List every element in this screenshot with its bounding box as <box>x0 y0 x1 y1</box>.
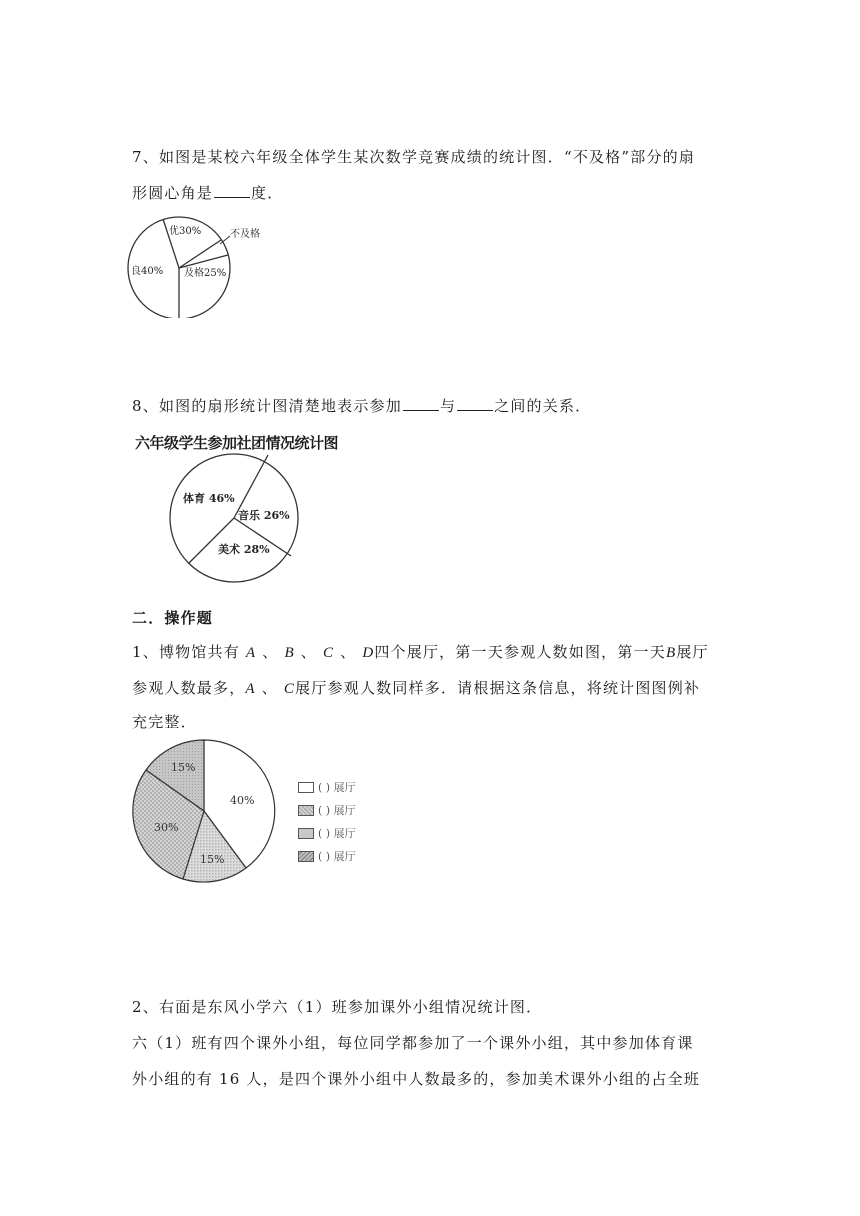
legend-swatch-hatch <box>298 851 314 862</box>
club-pie-divider <box>189 518 234 563</box>
q8-blank-2 <box>457 396 493 411</box>
q8-line1 <box>132 395 591 416</box>
var-B: B <box>665 645 677 661</box>
grade-label-pass: 及格25% <box>184 268 227 279</box>
q7-blank <box>214 183 250 198</box>
grade-pie-divider <box>179 240 221 268</box>
section2-title: 二．操作题 <box>132 609 214 627</box>
q7-line1: 7、如图是某校六年级全体学生某次数学竞赛成绩的统计图．“不及格”部分的扇 <box>132 148 696 166</box>
sep: 、 <box>340 643 357 661</box>
grade-pie-chart <box>126 212 286 318</box>
grade-label-fail: 不及格 <box>230 229 260 240</box>
club-label-art: 美术 28% <box>218 543 270 556</box>
legend-item <box>298 848 356 864</box>
q8-blank-1 <box>403 396 439 411</box>
var-A: A <box>245 681 256 697</box>
hall-label-15-bottom: 15% <box>200 853 225 866</box>
legend-swatch-grid <box>298 805 314 816</box>
legend-label: ( ) 展厅 <box>318 827 356 840</box>
q8-text-c: 之间的关系． <box>494 397 592 415</box>
op2-line1: 2、右面是东风小学六（1）班参加课外小组情况统计图． <box>132 998 543 1016</box>
legend-label: ( ) 展厅 <box>318 850 356 863</box>
legend-label: ( ) 展厅 <box>318 781 356 794</box>
op1-text: 展厅 <box>676 643 709 661</box>
legend-item <box>298 802 356 818</box>
op1-text: 1、博物馆共有 <box>132 643 240 661</box>
q8-text-a: 8、如图的扇形统计图清楚地表示参加 <box>132 397 402 415</box>
q7-text-a: 形圆心角是 <box>132 184 214 202</box>
sep: 、 <box>300 643 317 661</box>
op1-line3: 充完整． <box>132 713 197 731</box>
club-pie-chart <box>168 452 304 588</box>
op1-line2 <box>132 677 700 698</box>
op2-line2: 六（1）班有四个课外小组，每位同学都参加了一个课外小组，其中参加体育课 <box>132 1034 694 1052</box>
var-D: D <box>362 645 375 661</box>
legend-swatch-gray <box>298 828 314 839</box>
hall-label-15-top: 15% <box>171 761 196 774</box>
op2-line3: 外小组的有 16 人，是四个课外小组中人数最多的，参加美术课外小组的占全班 <box>132 1070 701 1088</box>
hall-label-40: 40% <box>230 794 255 807</box>
op1-line1 <box>132 641 709 662</box>
op1-text: 参观人数最多， <box>132 679 246 697</box>
hall-label-30: 30% <box>154 821 179 834</box>
var-B: B <box>284 645 295 661</box>
club-label-sports: 体育 46% <box>183 492 235 505</box>
var-C: C <box>322 645 335 661</box>
legend-swatch-blank <box>298 782 314 793</box>
club-chart-title: 六年级学生参加社团情况统计图 <box>135 434 339 452</box>
club-label-music: 音乐 26% <box>238 509 290 522</box>
q7-text-b: 度． <box>251 184 284 202</box>
legend-item <box>298 825 356 841</box>
grade-pie-divider <box>179 255 228 268</box>
grade-label-good: 良40% <box>131 266 164 277</box>
q7-line2 <box>132 182 283 203</box>
var-C: C <box>283 681 296 697</box>
q8-text-b: 与 <box>439 397 457 415</box>
var-A: A <box>245 645 257 661</box>
op1-text: 展厅参观人数同样多．请根据这条信息，将统计图图例补 <box>295 679 701 697</box>
sep: 、 <box>262 643 279 661</box>
op1-text: 四个展厅，第一天参观人数如图，第一天 <box>374 643 666 661</box>
grade-label-excellent: 优30% <box>169 226 202 237</box>
legend-label: ( ) 展厅 <box>318 804 356 817</box>
sep: 、 <box>261 679 278 697</box>
hall-pie-chart <box>128 738 278 888</box>
legend-item <box>298 779 356 795</box>
